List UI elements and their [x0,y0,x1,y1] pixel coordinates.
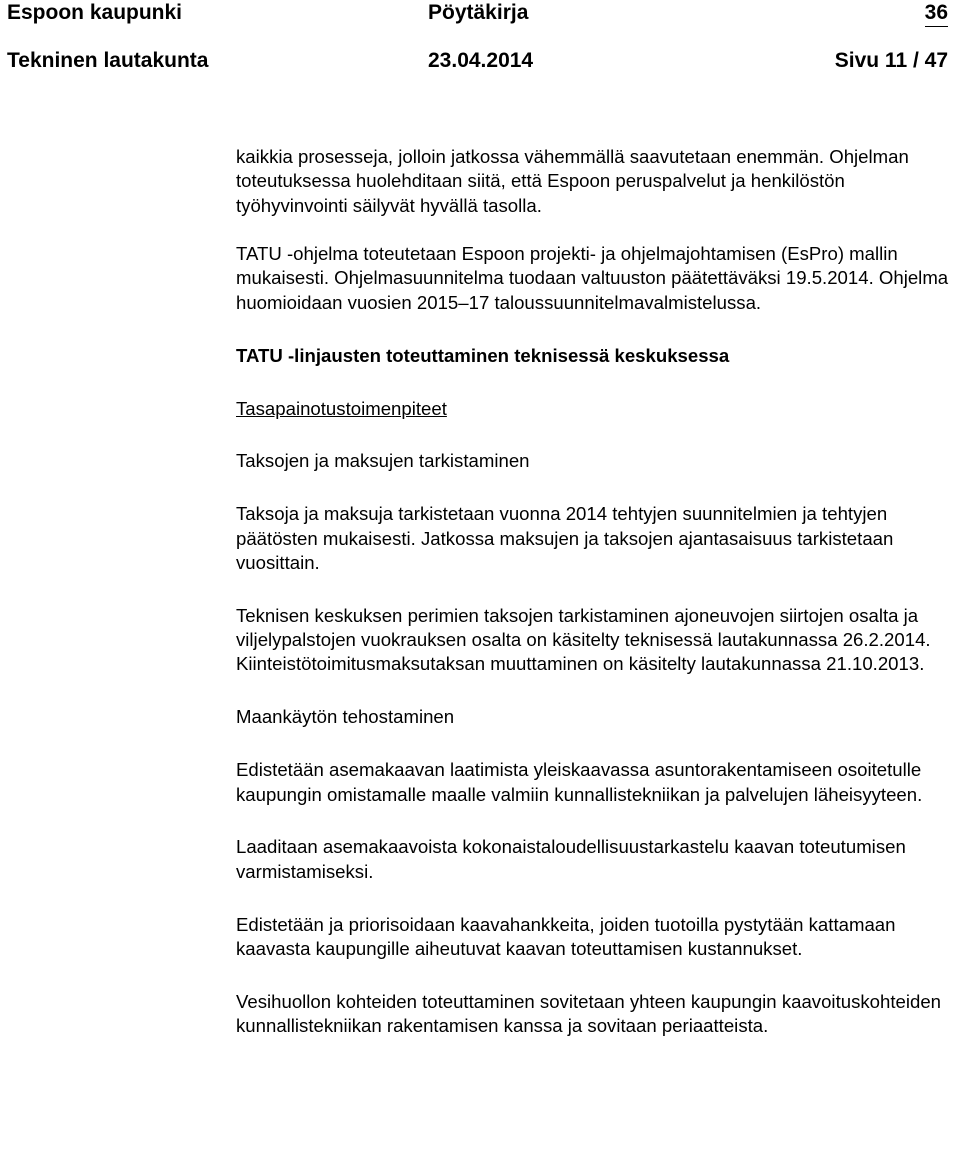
item-title: Taksojen ja maksujen tarkistaminen [236,450,530,472]
subsection-heading: Tasapainotustoimenpiteet [236,397,447,419]
paragraph: kaikkia prosesseja, jolloin jatkossa vähemmällä saavutetaan enemmän. Ohjelman toteutuksessa huolehditaan siitä, että Espoon peruspalvelut ja henkilöstön työhyvinvointi säilyvät hyvällä tasolla. [236,146,909,216]
header-date: 23.04.2014 [428,49,534,72]
paragraph: Teknisen keskuksen perimien taksojen tarkistaminen ajoneuvojen siirtojen osalta ja viljelypalstojen vuokrauksen osalta on käsitelty teknisessä lautakunnassa 26.2.2014. Kiinteistötoimitusmaksutaksan muuttaminen on käsitelty lautakunnassa 21.10.2013. [236,604,931,675]
paragraph: Edistetään asemakaavan laatimista yleiskaavassa asuntorakentamiseen osoitetulle kaupungin omistamalle maalle valmiin kunnallistekniikan ja palvelujen läheisyyteen. [236,759,923,805]
section-heading: TATU -linjausten toteuttaminen teknisessä keskuksessa [236,344,730,366]
header-document-type: Pöytäkirja [428,1,529,24]
paragraph: TATU -ohjelma toteutetaan Espoon projekti- ja ohjelmajohtamisen (EsPro) mallin mukaisesti. Ohjelmasuunnitelma tuodaan valtuuston päätettäväksi 19.5.2014. Ohjelma huomioidaan vuosien 2015‒17 taloussuunnitelmavalmistelussa. [236,243,949,313]
header-organization: Espoon kaupunki [7,1,183,24]
header-page-number: Sivu 11 / 47 [834,49,948,72]
paragraph: Vesihuollon kohteiden toteuttaminen sovitetaan yhteen kaupungin kaavoituskohteiden kunnallistekniikan rakentamisen kanssa ja sovitaan periaatteista. [236,990,942,1037]
paragraph: Edistetään ja priorisoidaan kaavahankkeita, joiden tuotoilla pystytään kattamaan kaavasta kaupungille aiheutuvat kaavan toteuttamisen kustannukset. [236,913,896,959]
paragraph: Taksoja ja maksuja tarkistetaan vuonna 2014 tehtyjen suunnitelmien ja tehtyjen päätösten mukaisesti. Jatkossa maksujen ja taksojen ajantasaisuus tarkistetaan vuosittain. [236,503,894,573]
header-section-number: 36 [925,0,948,27]
header-board: Tekninen lautakunta [7,49,209,72]
document-body [236,145,951,1038]
item-title: Maankäytön tehostaminen [236,706,455,728]
paragraph: Laaditaan asemakaavoista kokonaistaloudellisuustarkastelu kaavan toteutumisen varmistamiseksi. [236,836,906,882]
